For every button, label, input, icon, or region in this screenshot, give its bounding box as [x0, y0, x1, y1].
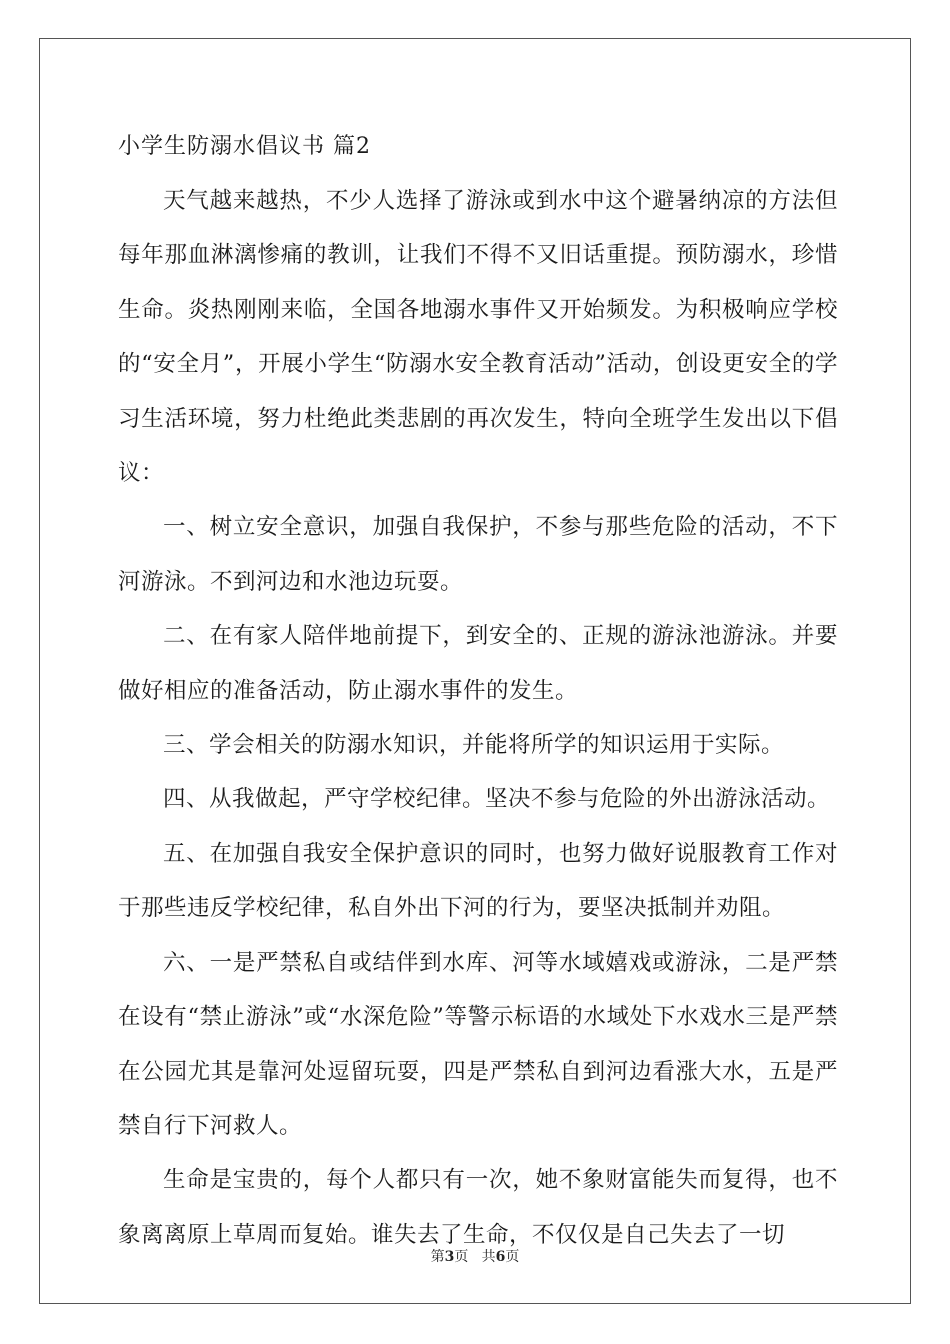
- paragraph-item-3: 三、学会相关的防溺水知识，并能将所学的知识运用于实际。: [163, 732, 785, 759]
- total-prefix: 共: [481, 1249, 496, 1265]
- total-page-number: 6: [495, 1249, 506, 1265]
- document-title: 小学生防溺水倡议书 篇2: [118, 134, 371, 159]
- paragraph-item-2: 二、在有家人陪伴地前提下，到安全的、正规的游泳池游泳。并要做好相应的准备活动，防止溺水事件的发生。: [118, 623, 838, 704]
- paragraph-intro: 天气越来越热，不少人选择了游泳或到水中这个避暑纳凉的方法但每年那血淋漓惨痛的教训，让我们不得不又旧话重提。预防溺水，珍惜生命。炎热刚刚来临，全国各地溺水事件又开始频发。为积极响应学校的“安全月”，开展小学生“防溺水安全教育活动”活动，创设更安全的学习生活环境，努力杜绝此类悲剧的再次发生，特向全班学生发出以下倡议：: [118, 188, 838, 487]
- page-suffix: 页: [454, 1249, 469, 1265]
- total-suffix: 页: [505, 1249, 520, 1265]
- page-prefix: 第: [430, 1249, 445, 1265]
- page-number-footer: [0, 1246, 950, 1266]
- document-body: [118, 120, 838, 1262]
- paragraph-closing: 生命是宝贵的，每个人都只有一次，她不象财富能失而复得，也不象离离原上草周而复始。谁失去了生命，不仅仅是自己失去了一切: [118, 1167, 838, 1248]
- paragraph-item-5: 五、在加强自我安全保护意识的同时，也努力做好说服教育工作对于那些违反学校纪律，私自外出下河的行为，要坚决抵制并劝阻。: [118, 840, 838, 922]
- paragraph-item-4: 四、从我做起，严守学校纪律。坚决不参与危险的外出游泳活动。: [163, 786, 831, 813]
- paragraph-item-6: 六、一是严禁私自或结伴到水库、河等水域嬉戏或游泳，二是严禁在设有“禁止游泳”或“水深危险”等警示标语的水域处下水戏水三是严禁在公园尤其是靠河处逗留玩耍，四是严禁私自到河边看涨大水，五是严禁自行下河救人。: [118, 949, 838, 1139]
- current-page-number: 3: [444, 1249, 455, 1265]
- paragraph-item-1: 一、树立安全意识，加强自我保护，不参与那些危险的活动，不下河游泳。不到河边和水池边玩耍。: [118, 514, 838, 595]
